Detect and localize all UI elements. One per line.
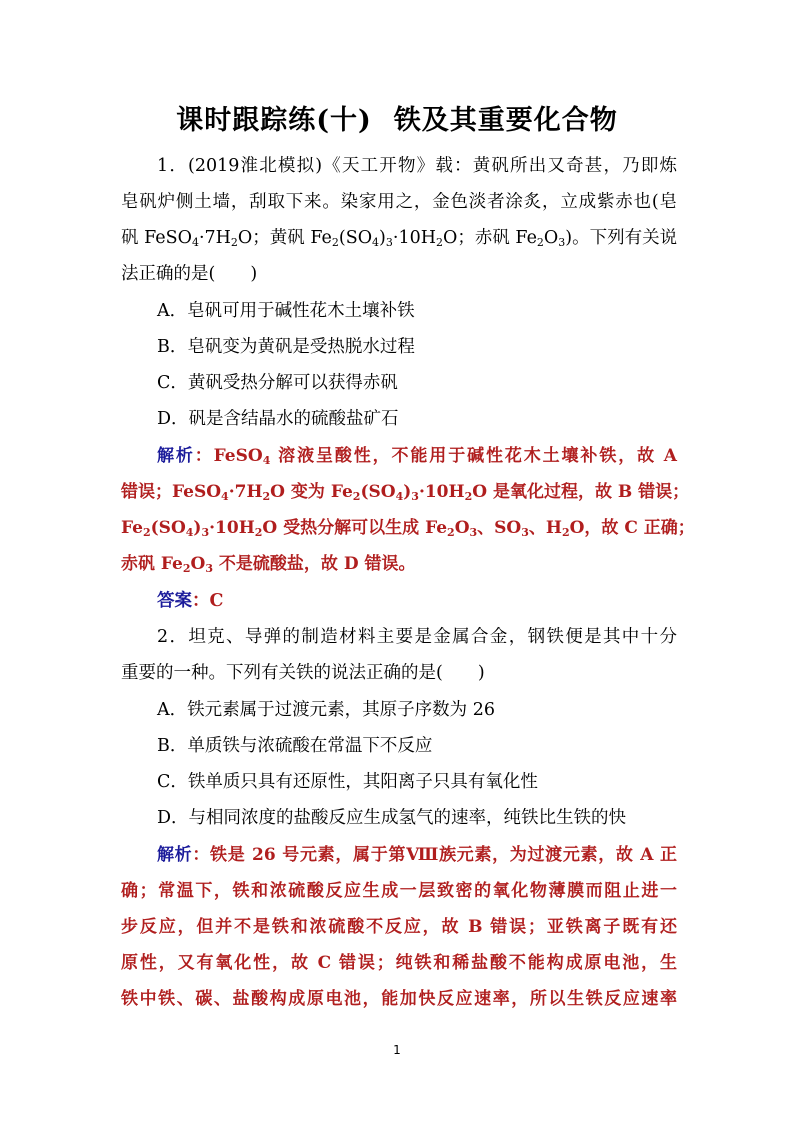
q2-option-d: D．与相同浓度的盐酸反应生成氢气的速率，纯铁比生铁的快 [157, 808, 627, 828]
q1-answer-label: 答案 [157, 591, 192, 611]
q1-analysis-label: 解析 [157, 446, 195, 466]
q2-stem-line-2: 重要的一种。下列有关铁的说法正确的是( ) [121, 663, 485, 683]
q2-option-a: A．铁元素属于过渡元素，其原子序数为 26 [157, 700, 495, 720]
page-number: 1 [393, 1043, 401, 1057]
q1-option-c: C．黄矾受热分解可以获得赤矾 [157, 373, 398, 393]
q1-option-a: A．皂矾可用于碱性花木土壤补铁 [157, 301, 415, 321]
q1-stem-line-3: 矾 $FeSO_4\cdot 7H_2O$；黄矾 $Fe_2(SO_4)_3\cdot 10H_2O$；赤矾 $Fe_2O_3$)。下列有关说 [121, 228, 678, 249]
q1-answer [157, 590, 677, 612]
q1-analysis-line-3: $Fe_2(SO_4)_3\cdot 10H_2O$ 受热分解可以生成 $Fe_2O_3$、$SO_3$、$H_2O$，故 C 正确； [121, 518, 695, 539]
q2-analysis-line-2: 确；常温下，铁和浓硫酸反应生成一层致密的氧化物薄膜而阻止进一 [121, 881, 677, 901]
q2-stem-line-1: 2．坦克、导弹的制造材料主要是金属合金，钢铁便是其中十分 [157, 627, 677, 647]
q1-stem-line-2: 皂矾炉侧土墙，刮取下来。染家用之，金色淡者涂炙，立成紫赤也(皂 [121, 192, 677, 212]
q1-answer-value: ：C [192, 591, 224, 611]
title-main: 课时跟踪练(十) [176, 105, 372, 136]
q1-analysis-line-4: 赤矾 $Fe_2O_3$ 不是硫酸盐，故 D 错误。 [121, 554, 416, 575]
q2-analysis-line-5: 铁中铁、碳、盐酸构成原电池，能加快反应速率，所以生铁反应速率 [121, 989, 677, 1009]
q2-option-c: C．铁单质只具有还原性，其阳离子只具有氧化性 [157, 772, 538, 792]
q2-analysis-line-4: 原性，又有氧化性，故 C 错误；纯铁和稀盐酸不能构成原电池，生 [121, 953, 677, 973]
q2-option-b: B．单质铁与浓硫酸在常温下不反应 [157, 736, 433, 756]
q2-analysis-line-3: 步反应，但并不是铁和浓硫酸不反应，故 B 错误；亚铁离子既有还 [121, 917, 677, 937]
page-title [0, 98, 794, 137]
title-sub: 铁及其重要化合物 [393, 105, 618, 136]
q1-analysis-line-1: 解析：FeSO$_4$ 溶液呈酸性，不能用于碱性花木土壤补铁，故 A [157, 446, 677, 467]
q1-analysis-line-2: 错误；$FeSO_4\cdot 7H_2O$ 变为 $Fe_2(SO_4)_3\cdot 10H_2O$ 是氧化过程，故 B 错误； [121, 482, 690, 503]
q1-stem-line-4: 法正确的是( ) [121, 264, 258, 284]
q1-option-d: D．矾是含结晶水的硫酸盐矿石 [157, 409, 399, 429]
q2-analysis-line-1: 解析：铁是 26 号元素，属于第Ⅷ族元素，为过渡元素，故 A 正 [157, 845, 677, 865]
q2-analysis-label: 解析 [157, 845, 193, 865]
q1-option-b: B．皂矾变为黄矾是受热脱水过程 [157, 337, 415, 357]
q1-stem-line-1: 1．(2019淮北模拟)《天工开物》载：黄矾所出又奇甚，乃即炼 [157, 156, 677, 176]
